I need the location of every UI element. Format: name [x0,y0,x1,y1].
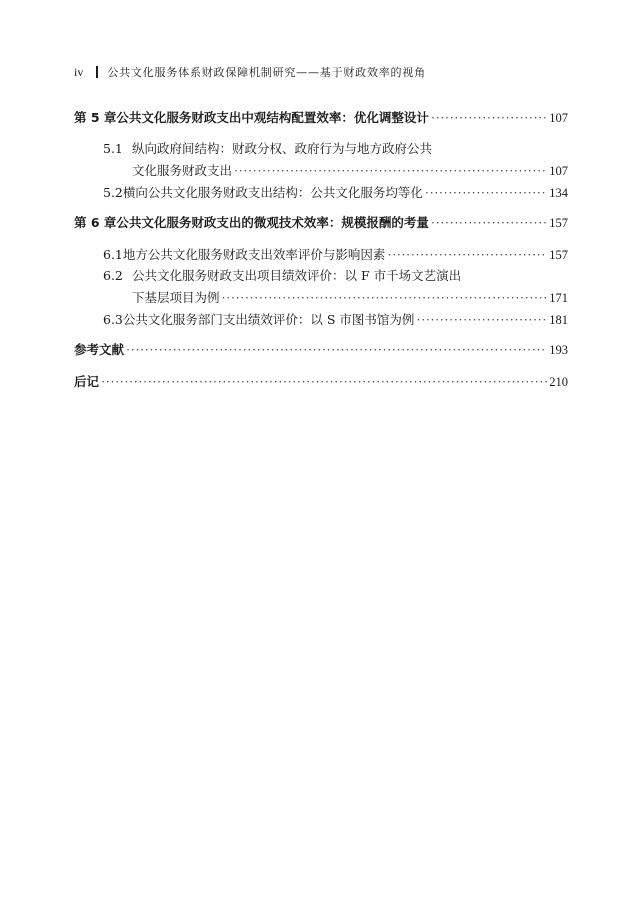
dot-leader [126,343,547,358]
dot-leader [234,164,547,179]
section-number: 5.2 [103,185,123,200]
references-title: 参考文献 [74,342,125,357]
afterword-title: 后记 [74,374,100,389]
page-number: 193 [549,343,568,357]
dot-leader [387,248,547,263]
toc-entry-section-6-3[interactable] [103,310,568,328]
dot-leader [431,216,547,231]
toc-entry-section-6-1[interactable] [103,245,568,263]
page-number: 210 [549,375,568,389]
running-head [74,64,568,80]
page-number: 107 [549,111,568,125]
section-number: 6.1 [103,247,123,262]
toc-entry-section-5-1-cont[interactable] [132,161,568,179]
page-number: 157 [549,216,568,230]
section-number: 6.2 [103,268,123,283]
chapter-number: 第 6 章 [74,215,117,230]
section-title: 地方公共文化服务财政支出效率评价与影响因素 [122,247,386,262]
section-number: 6.3 [103,312,123,327]
section-title-line-1: 公共文化服务财政支出项目绩效评价：以 F 市千场文艺演出 [132,268,462,283]
chapter-title: 公共文化服务财政支出中观结构配置效率：优化调整设计 [116,110,429,125]
page-number: 157 [549,248,568,262]
toc-entry-references[interactable] [74,340,568,358]
page-number: 181 [549,313,568,327]
toc-entry-chapter-5[interactable] [74,108,568,126]
toc-entry-afterword[interactable] [74,372,568,390]
section-title-line-1: 纵向政府间结构：财政分权、政府行为与地方政府公共 [132,141,433,156]
dot-leader [416,313,547,328]
dot-leader [425,186,547,201]
section-number: 5.1 [103,141,123,156]
page-number: 171 [549,291,568,305]
section-title-line-2: 下基层项目为例 [132,290,220,305]
toc-entry-section-6-2-cont[interactable] [132,288,568,306]
chapter-title: 公共文化服务财政支出的微观技术效率：规模报酬的考量 [116,215,429,230]
dot-leader [431,111,547,126]
page-number: 134 [549,186,568,200]
header-divider [96,66,98,78]
toc-entry-chapter-6[interactable] [74,213,568,231]
chapter-number: 第 5 章 [74,110,117,125]
page-number: 107 [549,164,568,178]
toc-entry-section-5-2[interactable] [103,183,568,201]
section-title: 公共文化服务部门支出绩效评价：以 S 市图书馆为例 [122,312,415,327]
dot-leader [222,291,548,306]
toc-entry-section-5-1[interactable] [103,139,568,157]
section-title-line-2: 文化服务财政支出 [132,163,233,178]
header-book-title: 公共文化服务体系财政保障机制研究——基于财政效率的视角 [107,66,426,79]
toc-entry-section-6-2[interactable] [103,266,568,284]
dot-leader [101,375,547,390]
header-page-number: iv [74,64,84,79]
section-title: 横向公共文化服务财政支出结构：公共文化服务均等化 [122,185,423,200]
